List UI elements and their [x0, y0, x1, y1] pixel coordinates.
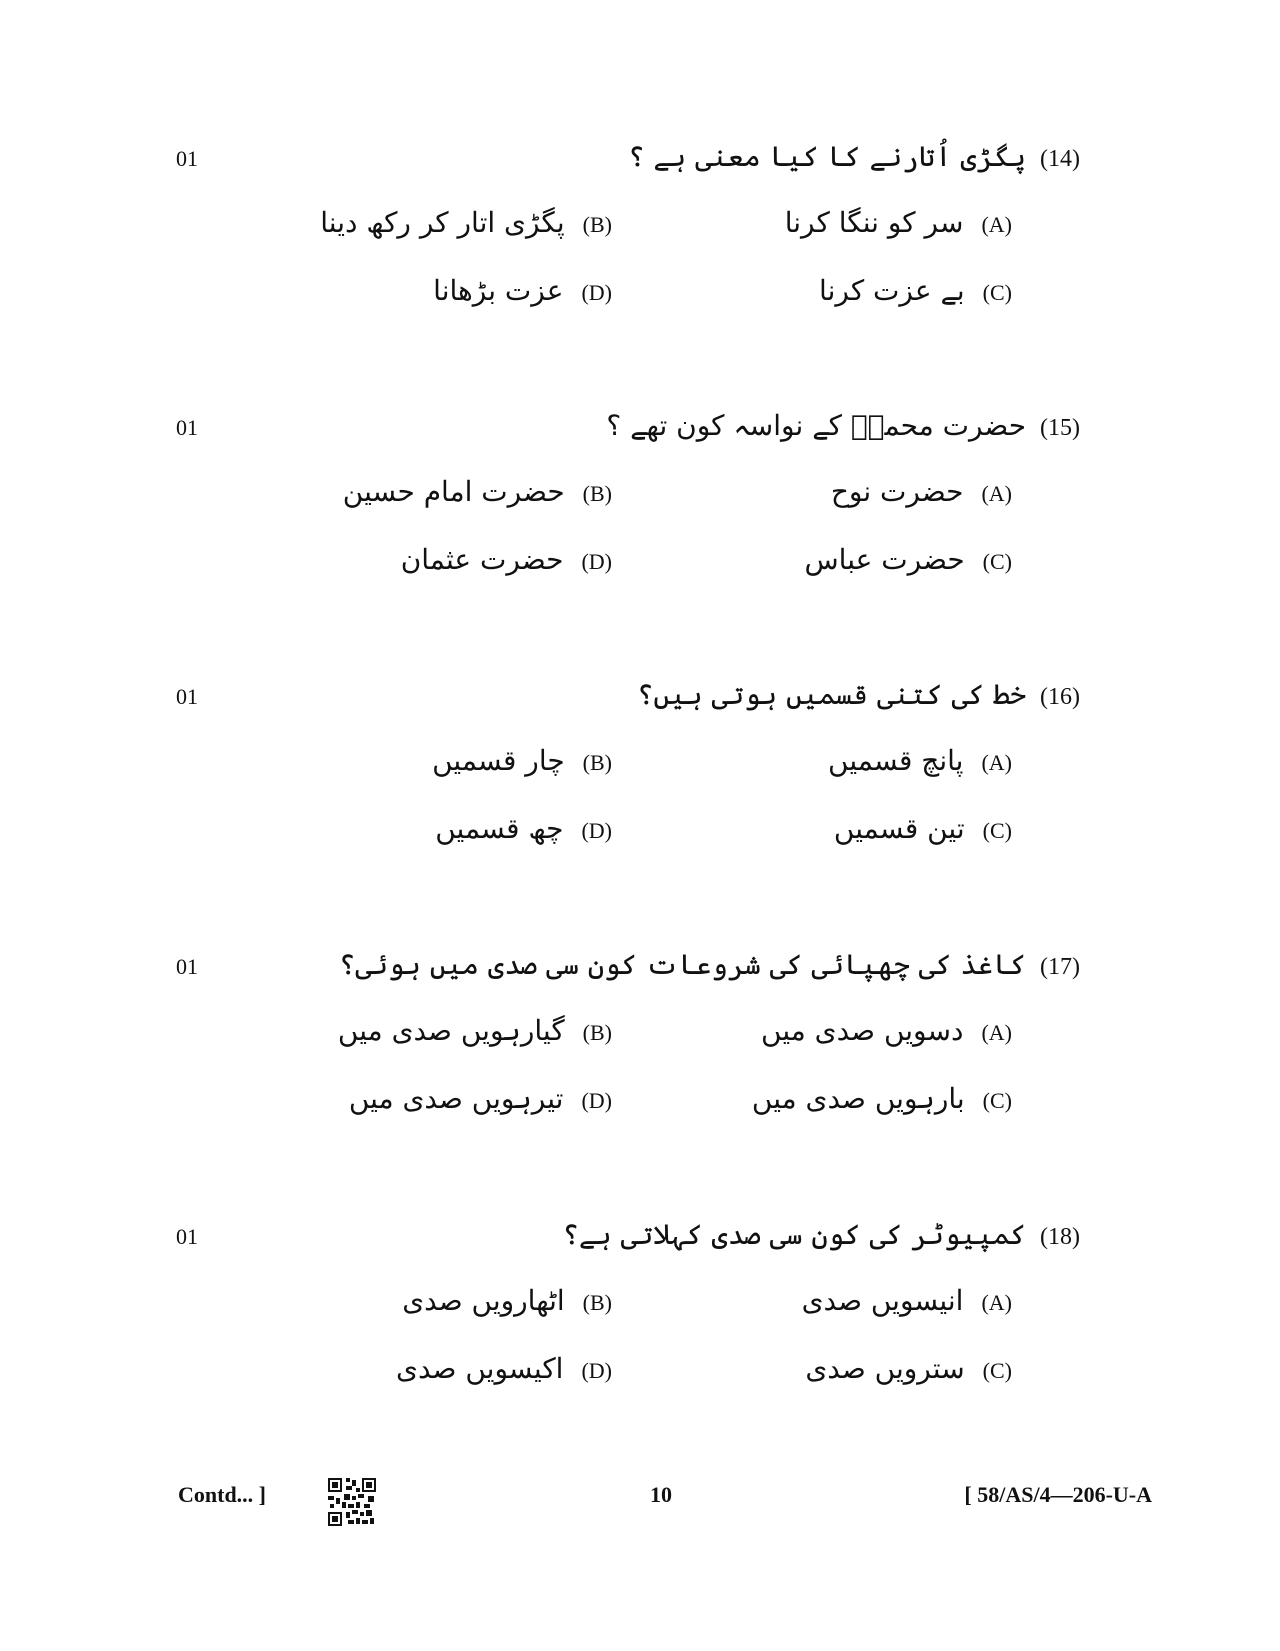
option-label: (D) — [581, 280, 612, 305]
question-17 — [0, 948, 1280, 1184]
option-c — [752, 1082, 1012, 1115]
option-a — [761, 1014, 1012, 1047]
option-text: بے عزت کرنا — [819, 274, 965, 307]
marks: 01 — [176, 954, 198, 979]
option-a — [828, 744, 1012, 777]
option-b — [432, 744, 612, 777]
option-text: گیارہویں صدی میں — [337, 1014, 565, 1047]
question-row — [562, 1218, 1080, 1251]
question-row — [637, 678, 1080, 711]
option-text: تین قسمیں — [833, 812, 965, 845]
question-text: پگڑی اُتارنے کا کیا معنی ہے ؟ — [628, 140, 1027, 173]
option-c — [834, 812, 1012, 845]
option-a — [831, 475, 1012, 508]
option-label: (D) — [581, 818, 612, 843]
question-row — [339, 948, 1080, 981]
option-label: (C) — [982, 280, 1012, 305]
question-text: کاغذ کی چھپائی کی شروعات کون سی صدی میں ہوئی؟ — [338, 948, 1027, 981]
option-text: عزت بڑھانا — [433, 274, 564, 307]
option-label: (D) — [581, 1088, 612, 1113]
option-text: چار قسمیں — [432, 744, 565, 777]
option-d — [396, 1352, 612, 1385]
question-number: (14) — [1040, 146, 1080, 172]
option-b — [338, 1014, 612, 1047]
option-label: (A) — [981, 1290, 1012, 1315]
option-a — [802, 1284, 1012, 1317]
question-18 — [0, 1218, 1280, 1454]
option-d — [349, 1082, 612, 1115]
option-label: (C) — [982, 549, 1012, 574]
option-text: پگڑی اتار کر رکھ دینا — [320, 206, 565, 239]
option-d — [433, 274, 612, 307]
option-text: اکیسویں صدی — [396, 1352, 564, 1385]
option-text: دسویں صدی میں — [761, 1014, 964, 1047]
option-label: (C) — [982, 1088, 1012, 1113]
option-label: (A) — [981, 1020, 1012, 1045]
page-number: 10 — [650, 1482, 672, 1507]
marks: 01 — [176, 146, 198, 171]
question-number: (16) — [1040, 684, 1080, 710]
option-d — [401, 543, 612, 576]
question-15 — [0, 409, 1280, 645]
question-number: (18) — [1040, 1224, 1080, 1250]
option-label: (B) — [582, 212, 612, 237]
option-c — [805, 1352, 1012, 1385]
option-c — [819, 274, 1012, 307]
option-text: پانچ قسمیں — [828, 744, 964, 777]
option-label: (C) — [982, 818, 1012, 843]
option-text: حضرت عثمان — [400, 543, 564, 576]
option-text: اٹھارویں صدی — [402, 1284, 565, 1317]
option-label: (D) — [581, 549, 612, 574]
option-text: انیسویں صدی — [801, 1284, 964, 1317]
option-text: حضرت نوح — [830, 475, 964, 508]
contd-label: Contd... ] — [178, 1482, 267, 1507]
question-text: خط کی کتنی قسمیں ہوتی ہیں؟ — [636, 678, 1027, 711]
option-label: (B) — [582, 1020, 612, 1045]
option-b — [402, 1284, 612, 1317]
question-text: کمپیوٹر کی کون سی صدی کہلاتی ہے؟ — [562, 1218, 1027, 1251]
option-a — [785, 206, 1012, 239]
question-number: (17) — [1040, 954, 1080, 980]
question-row — [606, 409, 1080, 442]
option-label: (C) — [982, 1358, 1012, 1383]
question-text: حضرت محمدؐ کے نواسہ کون تھے ؟ — [606, 409, 1027, 442]
marks: 01 — [176, 684, 198, 709]
option-label: (A) — [981, 212, 1012, 237]
question-16 — [0, 678, 1280, 914]
option-text: سر کو ننگا کرنا — [784, 206, 964, 239]
page-footer — [0, 1478, 1280, 1538]
question-row — [628, 140, 1080, 173]
option-text: بارہویں صدی میں — [751, 1082, 965, 1115]
marks: 01 — [176, 415, 198, 440]
option-d — [435, 812, 612, 845]
option-c — [805, 543, 1013, 576]
question-number: (15) — [1040, 415, 1080, 441]
qr-code-icon — [328, 1478, 376, 1526]
option-text: تیرہویں صدی میں — [348, 1082, 564, 1115]
option-text: چھ قسمیں — [435, 812, 564, 845]
option-label: (A) — [981, 481, 1012, 506]
option-text: حضرت امام حسین — [342, 475, 565, 508]
paper-code: [ 58/AS/4—206-U-A — [964, 1482, 1152, 1507]
option-b — [343, 475, 612, 508]
option-label: (B) — [582, 750, 612, 775]
option-label: (A) — [981, 750, 1012, 775]
option-text: حضرت عباس — [804, 543, 965, 576]
marks: 01 — [176, 1224, 198, 1249]
option-text: سترویں صدی — [805, 1352, 965, 1385]
option-label: (B) — [582, 1290, 612, 1315]
option-label: (B) — [582, 481, 612, 506]
option-label: (D) — [581, 1358, 612, 1383]
option-b — [320, 206, 612, 239]
question-14 — [0, 140, 1280, 376]
